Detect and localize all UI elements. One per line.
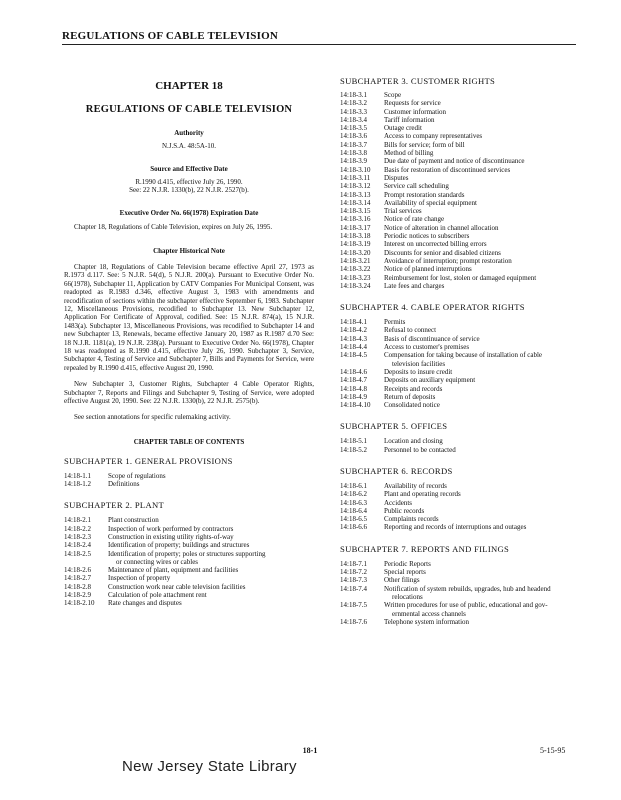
section-title-line: Calculation of pole attachment rent xyxy=(108,591,207,600)
section-title-line: Access to customer's premises xyxy=(384,343,470,352)
section-title xyxy=(384,618,575,626)
toc-entry xyxy=(340,335,575,343)
section-title xyxy=(384,568,575,576)
section-title-line: Written procedures for use of public, educational and gov- xyxy=(384,601,548,610)
section-title-line: Service call scheduling xyxy=(384,182,449,191)
history-paragraph-2: New Subchapter 3, Customer Rights, Subchapter 4 Cable Operator Rights, Subchapter 7, Reports and Filings and Subchapter 9, Testing of Service, were adopted effective August 20, 1990. See: 22 N.J.R. 1330(b), 22 N.J.R. 2575(b). xyxy=(64,380,314,405)
toc-entry xyxy=(340,601,575,618)
section-title xyxy=(384,393,575,401)
section-title xyxy=(384,560,575,568)
section-number: 14:18-2.3 xyxy=(64,533,92,541)
library-stamp: New Jersey State Library xyxy=(122,758,297,775)
toc-entry xyxy=(340,174,575,182)
toc-entry xyxy=(64,566,314,574)
section-title xyxy=(384,174,575,182)
section-title-line: Construction work near cable television facilities xyxy=(108,582,246,591)
toc-entry xyxy=(340,207,575,215)
section-title-line: Bills for service; form of bill xyxy=(384,140,465,149)
section-title-line: Requests for service xyxy=(384,99,441,108)
section-title-line: Late fees and charges xyxy=(384,281,445,290)
toc-entry xyxy=(340,257,575,265)
section-title xyxy=(384,91,575,99)
section-title-line: Availability of special equipment xyxy=(384,198,477,207)
section-title-line: Consolidated notice xyxy=(384,401,440,410)
section-title-line: Prompt restoration standards xyxy=(384,190,465,199)
source-text-2: See: 22 N.J.R. 1330(b), 22 N.J.R. 2527(b). xyxy=(129,186,249,194)
section-title-line: Periodic Reports xyxy=(384,559,431,568)
toc-entry xyxy=(340,108,575,116)
toc-entry xyxy=(340,343,575,351)
toc-entry xyxy=(340,568,575,576)
section-title xyxy=(108,533,314,541)
toc-entry xyxy=(340,515,575,523)
section-title xyxy=(384,265,575,273)
exec-order-heading: Executive Order No. 66(1978) Expiration Date xyxy=(119,208,259,217)
section-title-line: Inspection of property xyxy=(108,574,171,583)
chapter-title: REGULATIONS OF CABLE TELEVISION xyxy=(85,104,293,115)
section-number: 14:18-7.4 xyxy=(340,584,368,593)
toc-entry xyxy=(340,618,575,626)
toc-entry xyxy=(340,232,575,240)
section-number: 14:18-3.22 xyxy=(340,265,371,274)
toc-entry xyxy=(340,351,575,368)
section-title-line: Method of billing xyxy=(384,149,434,158)
section-number: 14:18-3.12 xyxy=(340,182,371,191)
section-number: 14:18-1.1 xyxy=(64,471,92,480)
section-title xyxy=(384,507,575,515)
toc-entry xyxy=(340,282,575,290)
section-title-line: Other filings xyxy=(384,576,420,585)
section-number: 14:18-2.2 xyxy=(64,524,92,533)
section-title-line: Personnel to be contacted xyxy=(384,445,456,454)
toc-entry xyxy=(64,599,314,607)
section-number: 14:18-2.9 xyxy=(64,591,92,600)
section-title xyxy=(384,318,575,326)
toc-entry xyxy=(340,99,575,107)
toc-entry xyxy=(340,265,575,273)
section-number: 14:18-3.5 xyxy=(340,124,368,133)
section-title-line: Maintenance of plant, equipment and facilities xyxy=(108,566,239,575)
section-title xyxy=(384,207,575,215)
toc-entry xyxy=(340,215,575,223)
section-title xyxy=(384,335,575,343)
section-title-line: Inspection of work performed by contractors xyxy=(108,524,234,533)
chapter-label: CHAPTER 18 xyxy=(155,80,223,92)
section-number: 14:18-3.14 xyxy=(340,198,371,207)
section-title-line: Notification of system rebuilds, upgrades, hub and headend xyxy=(384,584,551,593)
right-column xyxy=(340,76,575,626)
section-title xyxy=(384,124,575,132)
section-title xyxy=(108,550,314,567)
section-number: 14:18-3.24 xyxy=(340,281,371,290)
section-title xyxy=(384,182,575,190)
section-title-line: Public records xyxy=(384,506,425,515)
subchapter-1-list xyxy=(64,472,314,489)
section-title xyxy=(108,599,314,607)
section-title-line: Disputes xyxy=(384,173,409,182)
section-title-line: Customer information xyxy=(384,107,447,116)
toc-entry xyxy=(340,376,575,384)
section-number: 14:18-2.5 xyxy=(64,549,92,558)
toc-entry xyxy=(64,550,314,567)
exec-order-text: Chapter 18, Regulations of Cable Television, expires on July 26, 1995. xyxy=(74,222,273,231)
section-number: 14:18-4.2 xyxy=(340,326,368,335)
toc-entry xyxy=(340,199,575,207)
section-number: 14:18-6.1 xyxy=(340,481,368,490)
section-title-line: Scope of regulations xyxy=(108,471,166,480)
section-title-continuation: television facilities xyxy=(392,359,446,368)
section-title xyxy=(384,232,575,240)
subchapter-3-title: SUBCHAPTER 3. CUSTOMER RIGHTS xyxy=(340,76,496,86)
toc-entry xyxy=(340,191,575,199)
toc-entry xyxy=(340,499,575,507)
section-title-line: Special reports xyxy=(384,568,426,577)
toc-entry xyxy=(340,249,575,257)
section-number: 14:18-2.4 xyxy=(64,541,92,550)
section-title xyxy=(384,385,575,393)
toc-entry xyxy=(64,480,314,488)
section-title xyxy=(384,191,575,199)
section-title-line: Identification of property; poles or structures supporting xyxy=(108,549,266,558)
section-number: 14:18-2.7 xyxy=(64,574,92,583)
section-title-line: Discounts for senior and disabled citizens xyxy=(384,248,501,257)
section-title xyxy=(384,199,575,207)
section-number: 14:18-7.5 xyxy=(340,601,368,610)
section-number: 14:18-2.6 xyxy=(64,566,92,575)
section-title-line: Due date of payment and notice of discontinuance xyxy=(384,157,525,166)
section-title-continuation: or connecting wires or cables xyxy=(116,557,199,566)
toc-entry xyxy=(340,368,575,376)
section-title-line: Trial services xyxy=(384,207,422,216)
toc-entry xyxy=(64,516,314,524)
toc-entry xyxy=(340,149,575,157)
section-title xyxy=(108,525,314,533)
section-number: 14:18-2.8 xyxy=(64,582,92,591)
section-title xyxy=(384,376,575,384)
section-title-line: Permits xyxy=(384,318,406,327)
subchapter-1-title: SUBCHAPTER 1. GENERAL PROVISIONS xyxy=(64,455,233,466)
section-number: 14:18-7.1 xyxy=(340,559,368,568)
section-title-line: Availability of records xyxy=(384,481,447,490)
subchapter-4-list xyxy=(340,318,575,409)
section-title-line: Plant construction xyxy=(108,516,159,525)
toc-entry xyxy=(64,574,314,582)
section-number: 14:18-3.6 xyxy=(340,132,368,141)
toc-entry xyxy=(64,541,314,549)
toc-entry xyxy=(64,472,314,480)
subchapter-5-list xyxy=(340,437,575,454)
toc-entry xyxy=(64,591,314,599)
left-column xyxy=(64,76,314,608)
authority-text: N.J.S.A. 48:5A-10. xyxy=(161,142,217,150)
section-title-line: Scope xyxy=(384,91,402,99)
section-number: 14:18-3.16 xyxy=(340,215,371,224)
toc-entry xyxy=(340,490,575,498)
section-title xyxy=(384,132,575,140)
section-title-line: Reimbursement for lost, stolen or damaged equipment xyxy=(384,273,537,282)
section-title xyxy=(108,574,314,582)
section-number: 14:18-3.10 xyxy=(340,165,371,174)
section-title-line: Compensation for taking because of installation of cable xyxy=(384,351,543,360)
section-title xyxy=(108,541,314,549)
section-title-line: Interest on uncorrected billing errors xyxy=(384,240,487,249)
section-title xyxy=(108,516,314,524)
toc-entry xyxy=(340,576,575,584)
section-number: 14:18-4.7 xyxy=(340,376,368,385)
section-number: 14:18-6.6 xyxy=(340,523,368,532)
subchapter-2-title: SUBCHAPTER 2. PLANT xyxy=(64,500,165,511)
toc-entry xyxy=(340,116,575,124)
section-title xyxy=(384,274,575,282)
section-title xyxy=(384,157,575,165)
toc-entry xyxy=(340,274,575,282)
section-title xyxy=(384,240,575,248)
toc-entry xyxy=(340,91,575,99)
section-number: 14:18-6.4 xyxy=(340,506,368,515)
section-number: 14:18-6.3 xyxy=(340,498,368,507)
section-number: 14:18-3.17 xyxy=(340,223,371,232)
toc-entry xyxy=(340,446,575,454)
section-title xyxy=(384,368,575,376)
section-title xyxy=(384,215,575,223)
toc-entry xyxy=(340,182,575,190)
section-number: 14:18-6.2 xyxy=(340,490,368,499)
section-title xyxy=(384,482,575,490)
section-title-line: Construction in existing utility rights-of-way xyxy=(108,533,234,541)
section-number: 14:18-4.8 xyxy=(340,384,368,393)
section-number: 14:18-3.4 xyxy=(340,115,368,124)
section-number: 14:18-3.18 xyxy=(340,232,371,241)
section-number: 14:18-4.6 xyxy=(340,367,368,376)
section-title xyxy=(384,401,575,409)
section-title-line: Return of deposits xyxy=(384,392,436,401)
toc-entry xyxy=(64,525,314,533)
section-number: 14:18-5.2 xyxy=(340,445,368,454)
header-rule xyxy=(62,44,576,45)
subchapter-7-title: SUBCHAPTER 7. REPORTS AND FILINGS xyxy=(340,543,510,554)
section-number: 14:18-4.10 xyxy=(340,401,371,410)
section-title xyxy=(108,591,314,599)
toc-entry xyxy=(64,583,314,591)
section-number: 14:18-3.2 xyxy=(340,99,368,108)
section-number: 14:18-3.7 xyxy=(340,140,368,149)
toc-entry xyxy=(340,523,575,531)
toc-entry xyxy=(340,240,575,248)
section-title xyxy=(384,499,575,507)
toc-entry xyxy=(340,482,575,490)
toc-entry xyxy=(340,385,575,393)
section-title-line: Avoidance of interruption; prompt restoration xyxy=(384,256,512,265)
section-number: 14:18-7.3 xyxy=(340,576,368,585)
section-number: 14:18-3.23 xyxy=(340,273,371,282)
section-title-line: Identification of property; buildings and structures xyxy=(108,541,250,550)
section-number: 14:18-3.1 xyxy=(340,91,368,99)
section-title-line: Complaints records xyxy=(384,515,439,524)
section-title-line: Deposits on auxiliary equipment xyxy=(384,376,476,385)
section-title-line: Notice of alteration in channel allocation xyxy=(384,223,499,232)
toc-entry xyxy=(340,437,575,445)
section-title xyxy=(384,515,575,523)
subchapter-7-list xyxy=(340,560,575,626)
section-number: 14:18-3.21 xyxy=(340,256,371,265)
section-title xyxy=(384,576,575,584)
section-number: 14:18-7.6 xyxy=(340,617,368,626)
section-title-line: Refusal to connect xyxy=(384,326,437,335)
section-title-line: Periodic notices to subscribers xyxy=(384,232,470,241)
section-number: 14:18-3.15 xyxy=(340,207,371,216)
source-text-1: R.1990 d.415, effective July 26, 1990. xyxy=(135,177,243,186)
section-title xyxy=(108,480,314,488)
toc-heading: CHAPTER TABLE OF CONTENTS xyxy=(133,437,245,446)
history-paragraph-3: See section annotations for specific rulemaking activity. xyxy=(74,413,231,422)
section-number: 14:18-4.5 xyxy=(340,351,368,360)
section-title xyxy=(108,583,314,591)
section-title xyxy=(384,446,575,454)
toc-entry xyxy=(340,124,575,132)
section-number: 14:18-4.3 xyxy=(340,334,368,343)
subchapter-5-title: SUBCHAPTER 5. OFFICES xyxy=(340,421,448,432)
section-title-line: Reporting and records of interruptions and outages xyxy=(384,523,527,532)
toc-entry xyxy=(340,393,575,401)
toc-entry xyxy=(340,166,575,174)
section-title xyxy=(384,249,575,257)
toc-entry xyxy=(340,141,575,149)
section-title xyxy=(384,490,575,498)
section-title-line: Tariff information xyxy=(384,115,435,124)
revision-date: 5-15-95 xyxy=(540,746,566,755)
section-title-continuation: ernmental access channels xyxy=(392,609,466,618)
section-title-line: Plant and operating records xyxy=(384,490,461,499)
section-title-line: Accidents xyxy=(384,498,412,507)
section-title-line: Receipts and records xyxy=(384,384,443,393)
subchapter-2-list xyxy=(64,516,314,607)
section-title xyxy=(384,523,575,531)
section-title-line: Notice of planned interruptions xyxy=(384,265,472,274)
subchapter-4-title: SUBCHAPTER 4. CABLE OPERATOR RIGHTS xyxy=(340,302,525,313)
section-title-line: Telephone system information xyxy=(384,617,470,626)
section-title-line: Outage credit xyxy=(384,124,422,133)
toc-entry xyxy=(340,326,575,334)
toc-entry xyxy=(340,318,575,326)
section-title xyxy=(384,224,575,232)
section-title-line: Notice of rate change xyxy=(384,215,445,224)
section-number: 14:18-3.11 xyxy=(340,173,371,182)
section-number: 14:18-3.3 xyxy=(340,107,368,116)
section-title xyxy=(384,343,575,351)
toc-entry xyxy=(340,401,575,409)
subchapter-3-list xyxy=(340,91,575,290)
subchapter-6-list xyxy=(340,482,575,532)
toc-entry xyxy=(340,224,575,232)
section-number: 14:18-2.1 xyxy=(64,516,92,525)
section-title-line: Definitions xyxy=(108,480,140,489)
section-title xyxy=(384,108,575,116)
toc-entry xyxy=(64,533,314,541)
toc-entry xyxy=(340,560,575,568)
history-heading: Chapter Historical Note xyxy=(153,246,225,255)
history-paragraph-1: Chapter 18, Regulations of Cable Television became effective April 27, 1973 as R.1973 d.117. See: 5 N.J.R. 54(d), 5 N.J.R. 200(a). Pursuant to Executive Order No. 66(1978), Subchapter 11, Application by CATV Companies For Municipal Consent, was readopted as R.1983 d.346, effective August 3, 1983 with amendments and recodification of sections within the subchapter effective September 6, 1983. Subchapter 12, Miscellaneous Provisions, recodified to Subchapter 13. New Subchapter 12, Application For Certificate of Approval, codified. See: 15 N.J.R. 874(a), 15 N.J.R. 1483(a). Subchapter 13, Miscellaneous Provisions, was recodified to Subchapter 14 and new Subchapter 13, Renewals, became effective January 20, 1987 as R.1987 d.70 See: 18 N.J.R. 1181(a), 19 N.J.R. 238(a). Pursuant to Executive Order No. 66(1978), Chapter 18 was readopted as R.1990 d.415, effective July 26, 1990. Subchapter 3, Service, Subchapter 4, Testing of Service and Subchapter 7, Bills and Payments for Service, were repealed by R.1990 d.415, effective August 20, 1990. xyxy=(64,262,314,372)
section-number: 14:18-4.1 xyxy=(340,318,368,327)
authority-heading: Authority xyxy=(174,129,204,137)
section-title xyxy=(384,99,575,107)
section-number: 14:18-3.8 xyxy=(340,149,368,158)
section-title xyxy=(384,351,575,368)
section-title xyxy=(384,116,575,124)
section-title-line: Basis for restoration of discontinued services xyxy=(384,165,511,174)
toc-entry xyxy=(340,585,575,602)
section-title-line: Access to company representatives xyxy=(384,132,483,141)
subchapter-6-title: SUBCHAPTER 6. RECORDS xyxy=(340,465,453,476)
section-title xyxy=(384,257,575,265)
section-number: 14:18-5.1 xyxy=(340,437,368,446)
section-title-line: Location and closing xyxy=(384,437,443,446)
section-title xyxy=(384,141,575,149)
section-title-line: Rate changes and disputes xyxy=(108,599,182,608)
section-number: 14:18-2.10 xyxy=(64,599,95,608)
section-number: 14:18-4.4 xyxy=(340,343,368,352)
section-number: 14:18-3.13 xyxy=(340,190,371,199)
section-number: 14:18-6.5 xyxy=(340,515,368,524)
section-title xyxy=(384,282,575,290)
section-title xyxy=(108,472,314,480)
toc-entry xyxy=(340,157,575,165)
source-heading: Source and Effective Date xyxy=(150,164,228,173)
section-title-line: Basis of discontinuance of service xyxy=(384,334,480,343)
toc-entry xyxy=(340,507,575,515)
toc-entry xyxy=(340,132,575,140)
section-title xyxy=(384,326,575,334)
section-title xyxy=(384,437,575,445)
section-number: 14:18-1.2 xyxy=(64,480,92,489)
section-title xyxy=(384,585,575,602)
section-title xyxy=(384,166,575,174)
section-title-line: Deposits to insure credit xyxy=(384,367,453,376)
running-head: REGULATIONS OF CABLE TELEVISION xyxy=(62,30,278,42)
section-number: 14:18-3.20 xyxy=(340,248,371,257)
section-number: 14:18-7.2 xyxy=(340,568,368,577)
section-title-continuation: relocations xyxy=(392,592,423,601)
section-title xyxy=(384,149,575,157)
section-title xyxy=(108,566,314,574)
page-number: 18-1 xyxy=(302,746,318,755)
section-number: 14:18-3.19 xyxy=(340,240,371,249)
section-number: 14:18-4.9 xyxy=(340,392,368,401)
section-number: 14:18-3.9 xyxy=(340,157,368,166)
section-title xyxy=(384,601,575,618)
